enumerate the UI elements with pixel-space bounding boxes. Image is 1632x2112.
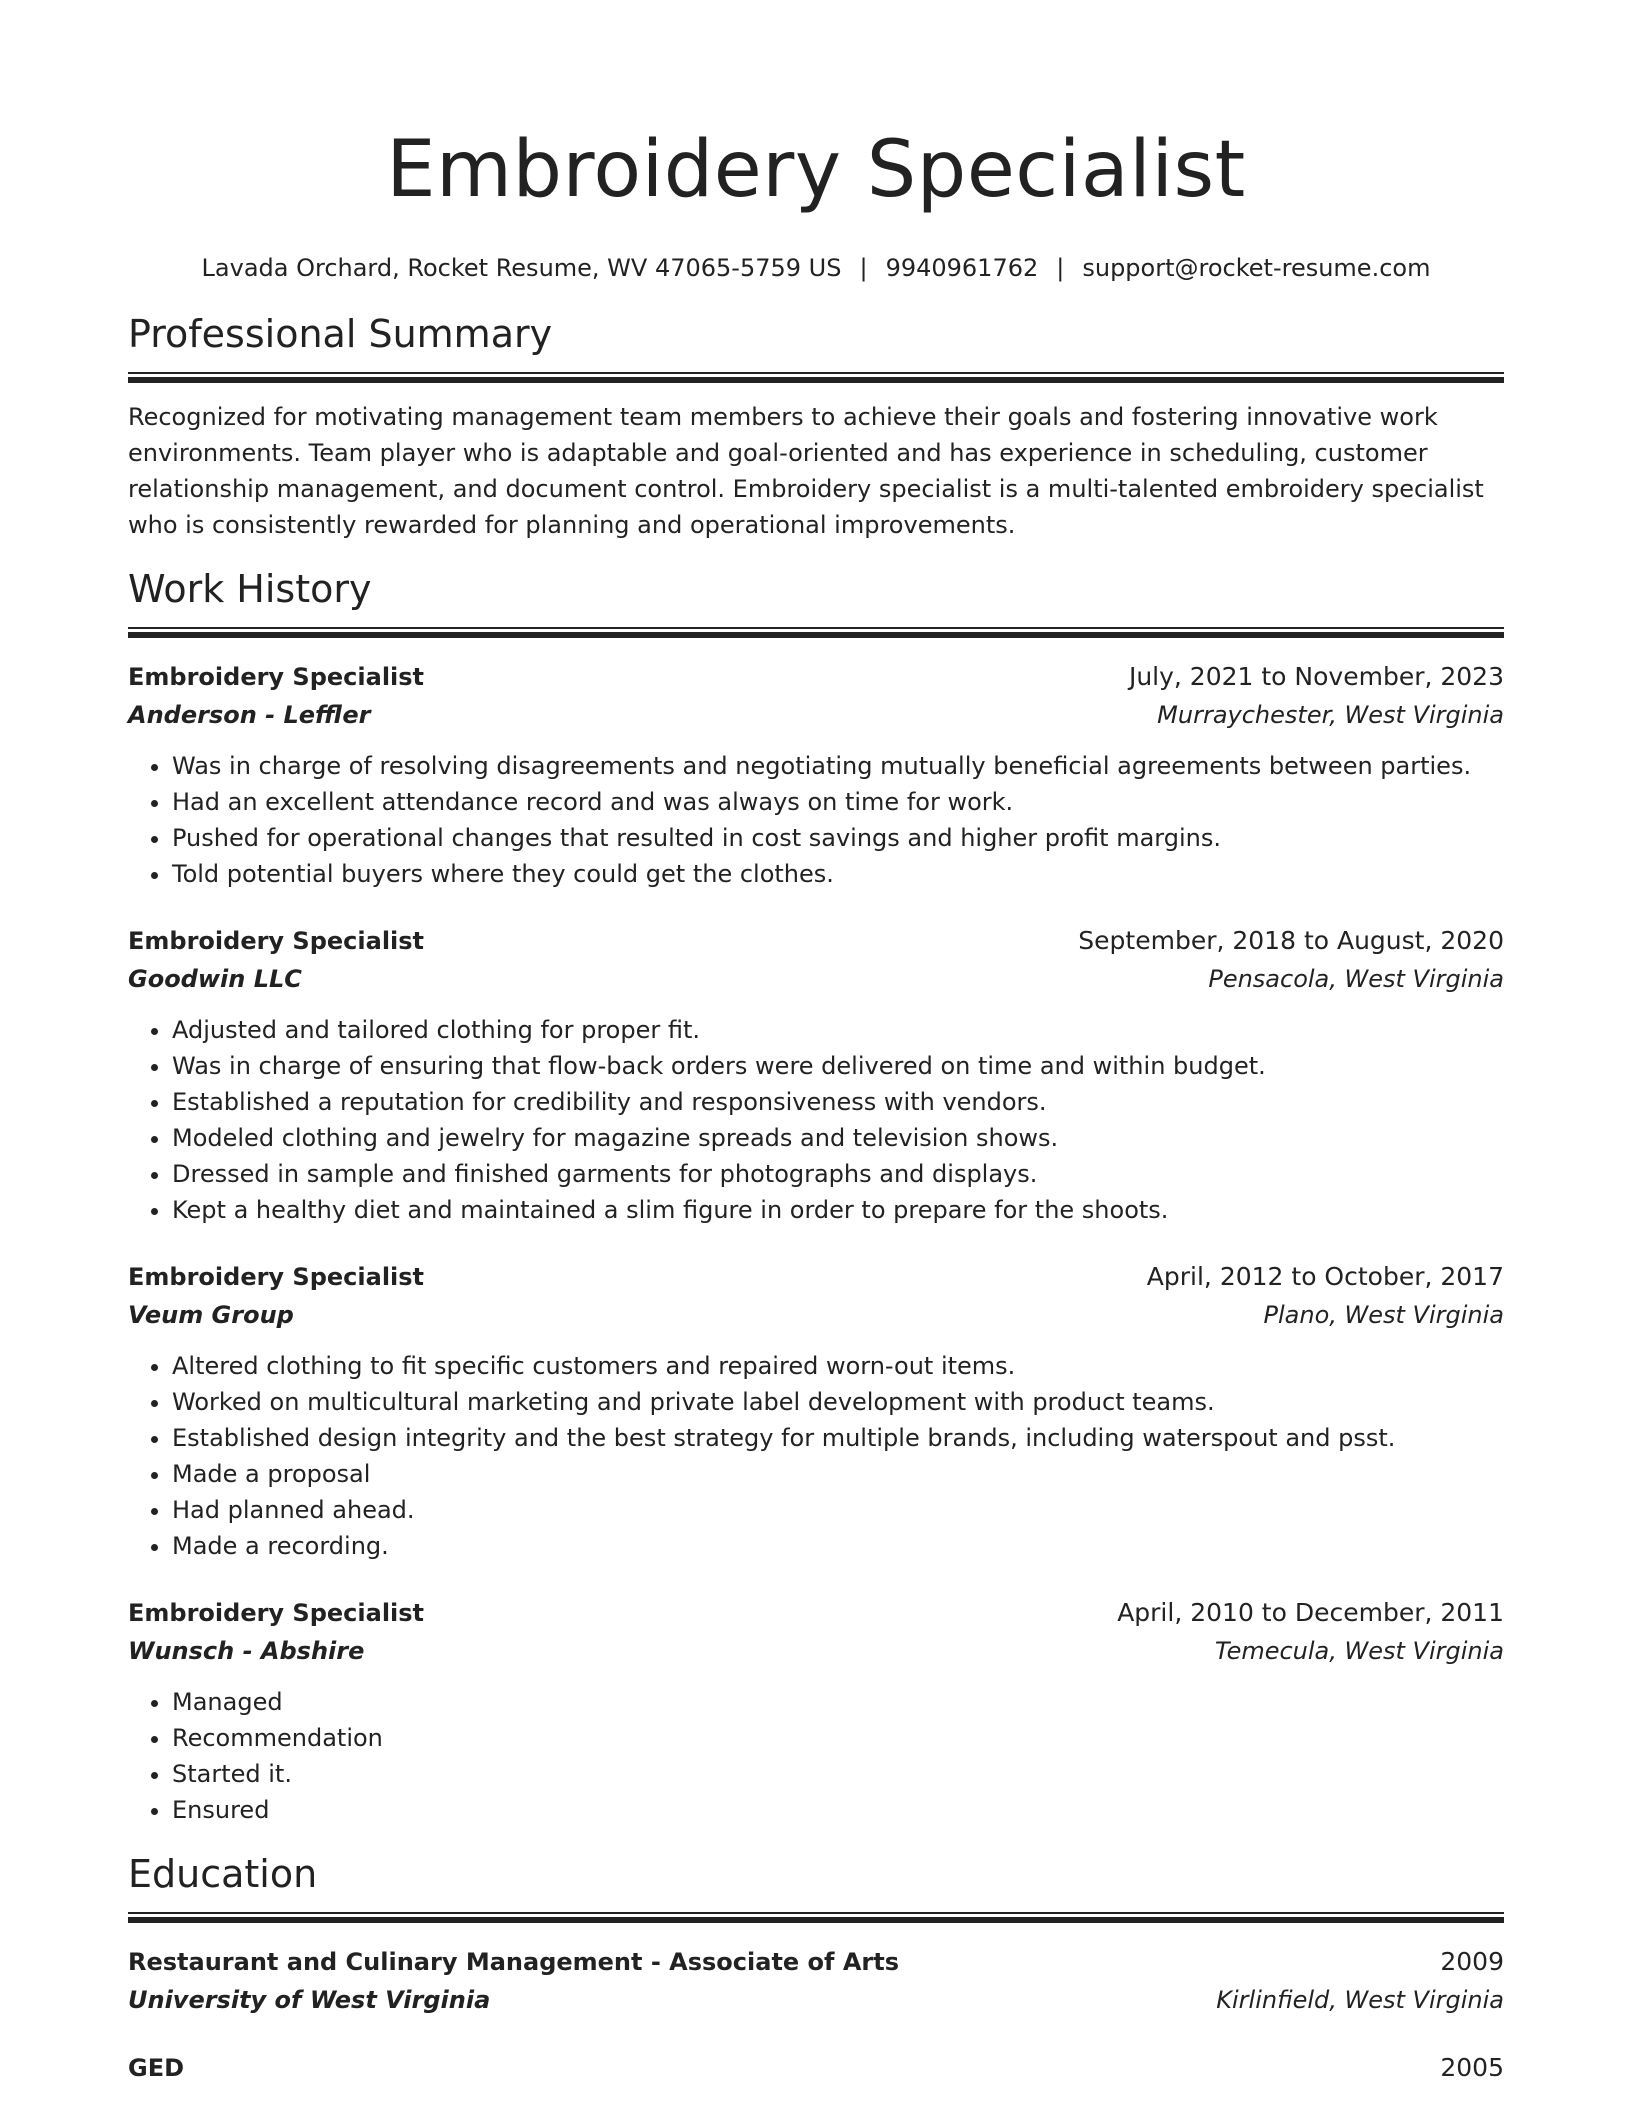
contact-separator: | (1056, 254, 1065, 282)
job-title: Embroidery Specialist (128, 1599, 425, 1627)
job-bullet: • Worked on multicultural marketing and private label development with product teams. (172, 1384, 1504, 1420)
job-bullets (128, 748, 1504, 892)
job-entry (128, 658, 1504, 892)
job-bullet: • Modeled clothing and jewelry for magazine spreads and television shows. (172, 1120, 1504, 1156)
job-bullet: • Established design integrity and the best strategy for multiple brands, including waterspout and psst. (172, 1420, 1504, 1456)
job-header-row (128, 658, 1504, 696)
job-location: Plano, West Virginia (1263, 1301, 1504, 1329)
job-bullets (128, 1012, 1504, 1228)
job-company: Veum Group (128, 1301, 294, 1329)
summary-section (128, 310, 1504, 543)
education-year: 2009 (1440, 1947, 1504, 1976)
section-divider (128, 1912, 1504, 1923)
job-title: Embroidery Specialist (128, 1263, 425, 1291)
contact-line (128, 252, 1504, 284)
job-header-row (128, 922, 1504, 960)
job-dates: July, 2021 to November, 2023 (1128, 662, 1504, 691)
job-dates: April, 2012 to October, 2017 (1146, 1262, 1504, 1291)
job-bullet: • Established a reputation for credibility and responsiveness with vendors. (172, 1084, 1504, 1120)
education-entry (128, 2049, 1504, 2087)
education-degree: Restaurant and Culinary Management - Associate of Arts (128, 1948, 899, 1976)
job-company-row (128, 1632, 1504, 1670)
job-bullet: • Pushed for operational changes that resulted in cost savings and higher profit margins. (172, 820, 1504, 856)
work-history-section (128, 565, 1504, 1828)
summary-text: Recognized for motivating management team members to achieve their goals and fostering innovative work environments. Team player who is adaptable and goal-oriented and has experience in scheduling, customer relationship management, and document control. Embroidery specialist is a multi-talented embroidery specialist who is consistently rewarded for planning and operational improvements. (128, 403, 1484, 539)
job-entry (128, 1258, 1504, 1564)
job-dates: September, 2018 to August, 2020 (1078, 926, 1504, 955)
job-bullet: • Had planned ahead. (172, 1492, 1504, 1528)
job-bullet: • Made a recording. (172, 1528, 1504, 1564)
education-school: University of West Virginia (128, 1986, 491, 2014)
job-bullet: • Adjusted and tailored clothing for proper fit. (172, 1012, 1504, 1048)
education-school-row (128, 1981, 1504, 2019)
job-title: Embroidery Specialist (128, 927, 425, 955)
job-bullet: • Had an excellent attendance record and was always on time for work. (172, 784, 1504, 820)
job-company-row (128, 696, 1504, 734)
job-bullet: • Told potential buyers where they could get the clothes. (172, 856, 1504, 892)
job-bullet: • Recommendation (172, 1720, 1504, 1756)
section-heading-education: Education (128, 1852, 318, 1896)
job-bullet: • Managed (172, 1684, 1504, 1720)
job-company: Anderson - Leffler (128, 701, 371, 729)
contact-phone: 9940961762 (885, 254, 1039, 282)
job-bullet: • Ensured (172, 1792, 1504, 1828)
education-section (128, 1850, 1504, 2087)
section-divider (128, 627, 1504, 638)
section-divider (128, 372, 1504, 383)
job-header-row (128, 1258, 1504, 1296)
contact-email: support@rocket-resume.com (1082, 254, 1431, 282)
education-entry (128, 1943, 1504, 2019)
job-bullet: • Made a proposal (172, 1456, 1504, 1492)
education-year: 2005 (1440, 2053, 1504, 2082)
job-company-row (128, 1296, 1504, 1334)
job-bullet: • Was in charge of resolving disagreements and negotiating mutually beneficial agreements between parties. (172, 748, 1504, 784)
job-bullet: • Started it. (172, 1756, 1504, 1792)
job-company: Wunsch - Abshire (128, 1637, 365, 1665)
job-bullet: • Altered clothing to fit specific customers and repaired worn-out items. (172, 1348, 1504, 1384)
contact-separator: | (859, 254, 868, 282)
job-bullet: • Kept a healthy diet and maintained a slim figure in order to prepare for the shoots. (172, 1192, 1504, 1228)
resume-name: Embroidery Specialist (386, 125, 1246, 215)
job-header-row (128, 1594, 1504, 1632)
section-heading-work-history: Work History (128, 567, 372, 611)
education-header-row (128, 2049, 1504, 2087)
education-degree: GED (128, 2054, 185, 2082)
section-heading-summary: Professional Summary (128, 312, 553, 356)
job-bullets (128, 1348, 1504, 1564)
job-entry (128, 1594, 1504, 1828)
education-header-row (128, 1943, 1504, 1981)
job-company: Goodwin LLC (128, 965, 302, 993)
job-title: Embroidery Specialist (128, 663, 425, 691)
job-bullet: • Was in charge of ensuring that flow-back orders were delivered on time and within budget. (172, 1048, 1504, 1084)
job-bullet: • Dressed in sample and finished garments for photographs and displays. (172, 1156, 1504, 1192)
job-entry (128, 922, 1504, 1228)
contact-address: Lavada Orchard, Rocket Resume, WV 47065-5759 US (201, 254, 842, 282)
resume-page (128, 0, 1504, 2087)
job-dates: April, 2010 to December, 2011 (1117, 1598, 1504, 1627)
job-bullets (128, 1684, 1504, 1828)
job-location: Temecula, West Virginia (1214, 1637, 1504, 1665)
job-location: Murraychester, West Virginia (1157, 701, 1504, 729)
job-company-row (128, 960, 1504, 998)
education-location: Kirlinfield, West Virginia (1216, 1986, 1504, 2014)
job-location: Pensacola, West Virginia (1208, 965, 1504, 993)
